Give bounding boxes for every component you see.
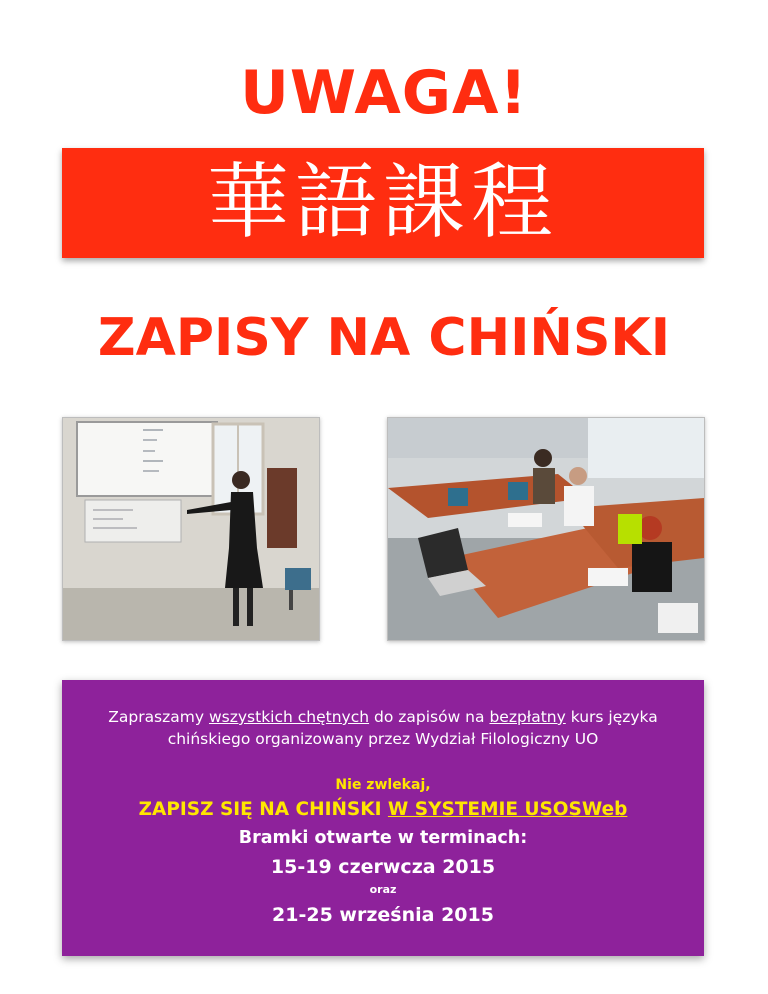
intro-line-2: chińskiego organizowany przez Wydział Filologiczny UO: [167, 730, 599, 748]
gates-open-text: Bramki otwarte w terminach:: [238, 828, 528, 848]
nie-zwlekaj-text: Nie zwlekaj,: [335, 777, 431, 793]
intro-text-part: kurs języka: [565, 708, 658, 726]
chinese-course-banner: [62, 148, 704, 258]
intro-text-part: do zapisów na: [369, 708, 490, 726]
banner-chinese-text: 華語課程: [206, 155, 559, 250]
photo-classroom-students: [387, 417, 705, 641]
intro-text: [62, 706, 704, 750]
oraz-text: oraz: [369, 883, 397, 896]
signup-call-to-action: [62, 798, 704, 822]
intro-underlined-everyone: wszystkich chętnych: [208, 708, 370, 726]
usosweb-link-text: W SYSTEMIE USOSWeb: [387, 799, 628, 820]
photo-teacher-whiteboard: [62, 417, 320, 641]
heading-uwaga: UWAGA!: [240, 58, 528, 128]
info-box: [62, 680, 704, 956]
date-range-1: 15-19 czerwcza 2015: [270, 856, 496, 878]
date-range-2: 21-25 września 2015: [272, 904, 494, 926]
signup-text: ZAPISZ SIĘ NA CHIŃSKI: [138, 799, 388, 820]
heading-zapisy: ZAPISY NA CHIŃSKI: [97, 308, 671, 368]
intro-underlined-free: bezpłatny: [489, 708, 566, 726]
intro-text-part: Zapraszamy: [108, 708, 209, 726]
